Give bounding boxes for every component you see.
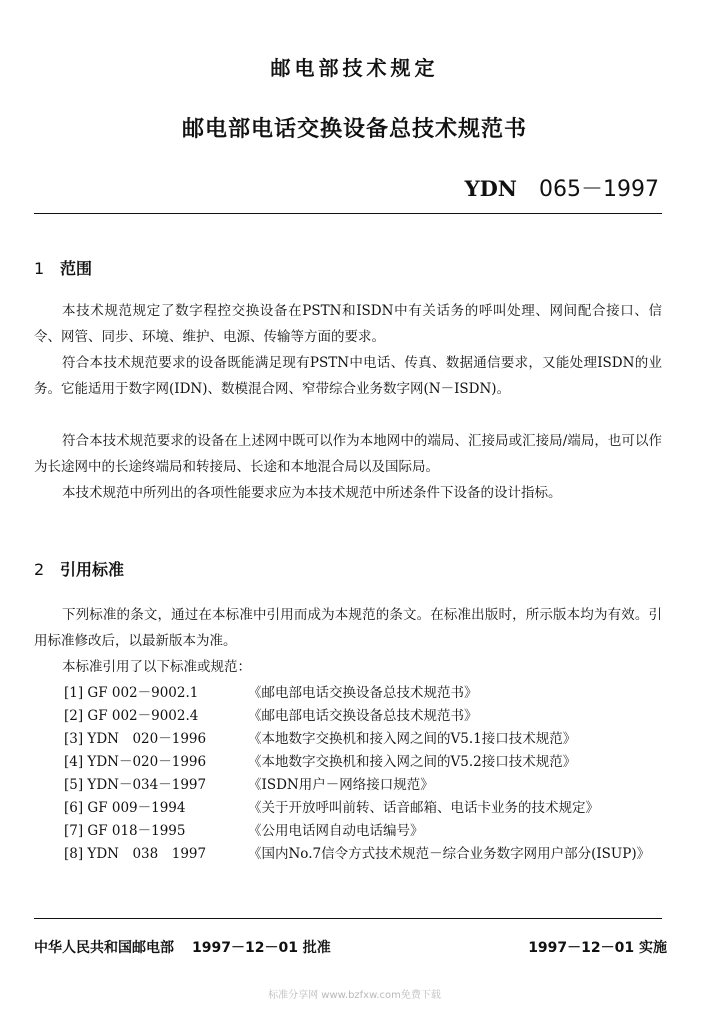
- reference-item: [64, 728, 664, 751]
- section-2-heading: [34, 557, 124, 580]
- reference-code: [8] YDN 038 1997: [64, 846, 207, 862]
- reference-title: 《国内No.7信令方式技术规范－综合业务数字网用户部分(ISUP)》: [248, 846, 651, 862]
- reference-code: [7] GF 018－1995: [64, 823, 186, 839]
- reference-code: [6] GF 009－1994: [64, 800, 186, 816]
- document-title: 邮电部电话交换设备总技术规范书: [181, 117, 527, 142]
- paragraph: 符合本技术规范要求的设备既能满足现有PSTN中电话、传真、数据通信要求，又能处理ISDN的业务。它能适用于数字网(IDN)、数模混合网、窄带综合业务数字网(N－ISDN)。: [34, 355, 662, 397]
- approval-date: 1997－12－01 批准: [192, 940, 331, 956]
- reference-title: 《ISDN用户－网络接口规范》: [248, 777, 434, 793]
- standard-series-title: 邮电部技术规定: [270, 56, 439, 80]
- paragraph: 本技术规范中所列出的各项性能要求应为本技术规范中所述条件下设备的设计指标。: [62, 485, 562, 501]
- issuer-name: 中华人民共和国邮电部: [34, 940, 174, 956]
- reference-list: [64, 682, 664, 866]
- reference-item: [64, 820, 664, 843]
- reference-item: [64, 797, 664, 820]
- paragraph: 符合本技术规范要求的设备在上述网中既可以作为本地网中的端局、汇接局或汇接局/端局，也可以作为长途网中的长途终端局和转接局、长途和本地混合局以及国际局。: [34, 433, 662, 475]
- reference-code: [4] YDN－020－1996: [64, 754, 207, 770]
- reference-code: [3] YDN 020－1996: [64, 731, 207, 747]
- reference-title: 《公用电话网自动电话编号》: [248, 823, 424, 839]
- reference-code: [1] GF 002－9002.1: [64, 685, 199, 701]
- reference-title: 《邮电部电话交换设备总技术规范书》: [248, 685, 478, 701]
- section-number: 1: [34, 259, 45, 278]
- section-title: 引用标准: [60, 560, 125, 579]
- footer-issuer-block: [34, 937, 331, 957]
- paragraph: 下列标准的条文，通过在本标准中引用而成为本规范的条文。在标准出版时，所示版本均为有效。引用标准修改后，以最新版本为准。: [34, 607, 662, 649]
- reference-title: 《本地数字交换机和接入网之间的V5.2接口技术规范》: [248, 754, 577, 770]
- reference-title: 《关于开放呼叫前转、话音邮箱、电话卡业务的技术规定》: [248, 800, 599, 816]
- reference-item: [64, 751, 664, 774]
- reference-item: [64, 705, 664, 728]
- document-code-prefix: YDN: [464, 176, 518, 201]
- effective-date: 1997－12－01 实施: [528, 940, 667, 956]
- document-code-number: 065－1997: [539, 177, 659, 202]
- reference-title: 《邮电部电话交换设备总技术规范书》: [248, 708, 478, 724]
- paragraph: 本技术规范规定了数字程控交换设备在PSTN和ISDN中有关话务的呼叫处理、网间配合接口、信令、网管、同步、环境、维护、电源、传输等方面的要求。: [34, 303, 662, 345]
- paragraph: 本标准引用了以下标准或规范：: [62, 659, 251, 675]
- document-number: [465, 172, 659, 203]
- reference-code: [5] YDN－034－1997: [64, 777, 207, 793]
- section-1-heading: [34, 256, 92, 279]
- reference-title: 《本地数字交换机和接入网之间的V5.1接口技术规范》: [248, 731, 577, 747]
- section-number: 2: [34, 560, 45, 579]
- section-title: 范围: [60, 259, 93, 278]
- header-divider: [34, 213, 662, 214]
- footer-divider: [34, 918, 662, 919]
- reference-item: [64, 682, 664, 705]
- site-watermark: 标准分享网 www.bzfxw.com免费下载: [268, 990, 441, 1001]
- reference-code: [2] GF 002－9002.4: [64, 708, 199, 724]
- reference-item: [64, 774, 664, 797]
- reference-item: [64, 843, 664, 866]
